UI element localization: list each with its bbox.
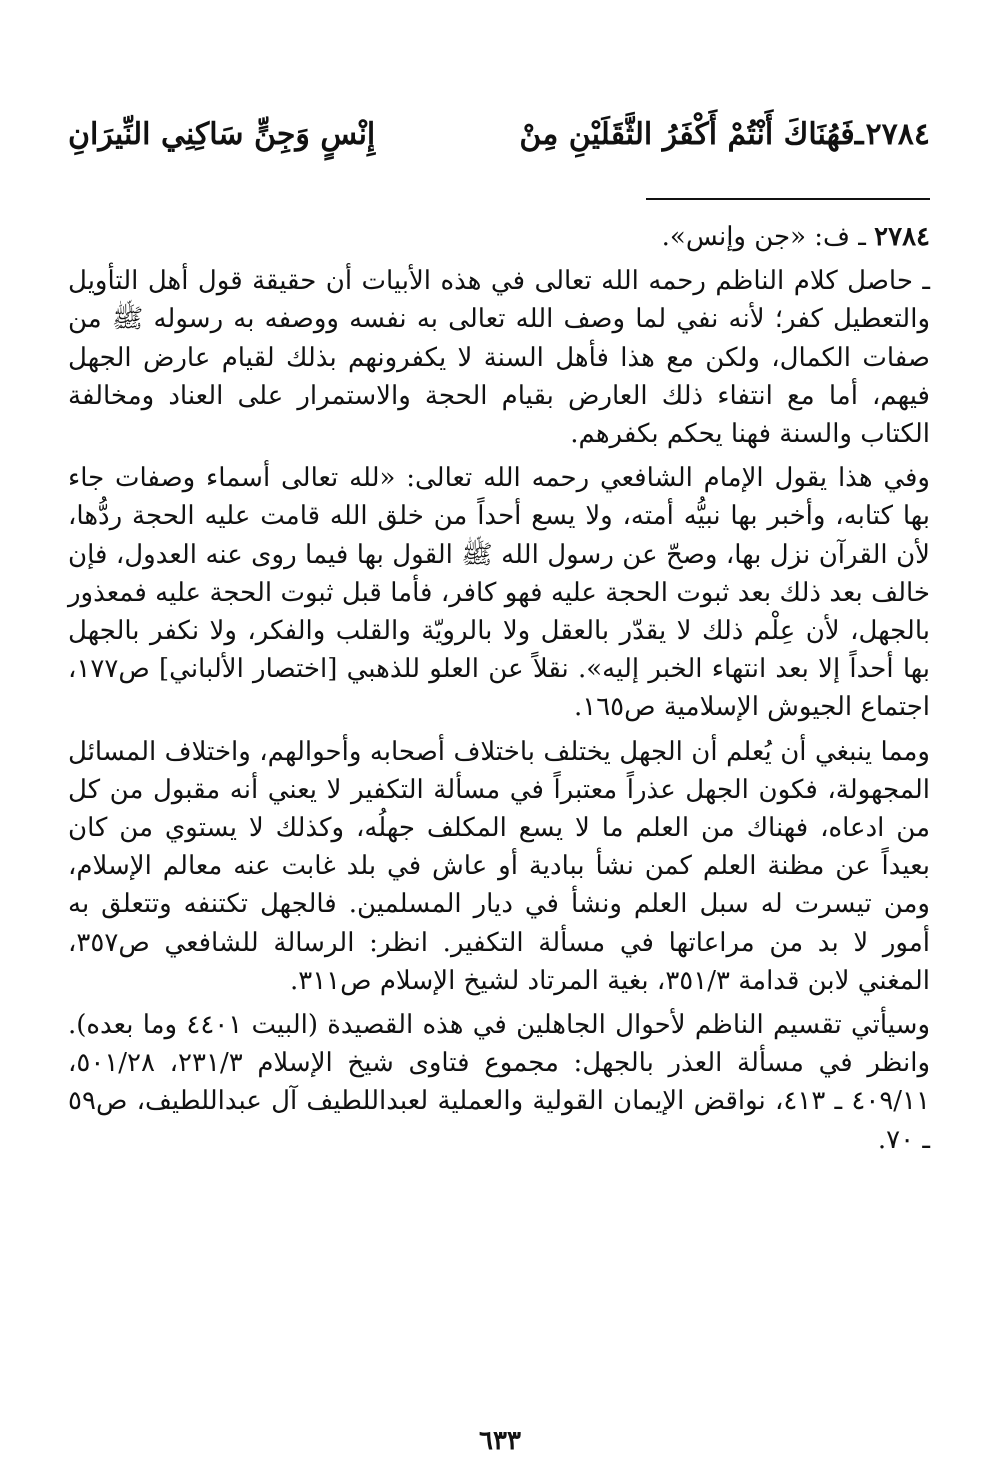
footnote-separator-rule: [646, 198, 930, 200]
footnote-paragraph: وسيأتي تقسيم الناظم لأحوال الجاهلين في هذه القصيدة (البيت ٤٤٠١ وما بعده). وانظر في مسألة العذر بالجهل: مجموع فتاوى شيخ الإسلام ٢٣١/٣، ٥٠١/٢٨، ٤٠٩/١١ ـ ٤١٣، نواقض الإيمان القولية والعملية لعبداللطيف آل عبداللطيف، ص٥٩ ـ ٧٠.: [68, 1010, 931, 1155]
verse-line: [68, 104, 930, 164]
footnote-number: ٢٧٨٤: [874, 222, 930, 252]
footnote-paragraph: وفي هذا يقول الإمام الشافعي رحمه الله تعالى: «لله تعالى أسماء وصفات جاء بها كتابه، وأخبر بها نبيُّه أمته، ولا يسع أحداً من خلق الله قامت عليه الحجة ردُّها، لأن القرآن نزل بها، وصحّ عن رسول الله ﷺ القول بها فيما روى عنه العدول، فإن خالف بعد ذلك بعد ثبوت الحجة عليه فهو كافر، فأما قبل ثبوت الحجة عليه فمعذور بالجهل، لأن عِلْم ذلك لا يقدّر بالعقل ولا بالرويّة والقلب والفكر، ولا نكفر بالجهل بها أحداً إلا بعد انتهاء الخبر إليه». نقلاً عن العلو للذهبي [اختصار الألباني] ص١٧٧، اجتماع الجيوش الإسلامية ص١٦٥.: [68, 463, 930, 723]
page-number: ٦٣٣: [479, 1426, 521, 1456]
footnote-variant-note: ـ ف: «جن وإنس».: [661, 222, 866, 252]
footnote-paragraph: ومما ينبغي أن يُعلم أن الجهل يختلف باختلاف أصحابه وأحوالهم، واختلاف المسائل المجهولة، فكون الجهل عذراً معتبراً في مسألة التكفير لا يعني أنه مقبول من كل من ادعاه، فهناك من العلم ما لا يسع المكلف جهلُه، وكذلك لا يستوي من كان بعيداً عن مظنة العلم كمن نشأ ببادية أو عاش في بلد غابت عنه معالم الإسلام، ومن تيسرت له سبل العلم ونشأ في ديار المسلمين. فالجهل تكتنفه وتتعلق به أمور لا بد من مراعاتها في مسألة التكفير. انظر: الرسالة للشافعي ص٣٥٧، المغني لابن قدامة ٣٥١/٣، بغية المرتاد لشيخ الإسلام ص٣١١.: [68, 736, 930, 996]
verse-first-hemistich: فَهُنَاكَ أَنْتُمْ أَكْفَرُ الثَّقَلَيْنِ مِنْ: [519, 116, 855, 152]
footnote-heading: [68, 218, 930, 256]
footnote-paragraph: ـ حاصل كلام الناظم رحمه الله تعالى في هذه الأبيات أن حقيقة قول أهل التأويل والتعطيل كفر؛ لأنه نفي لما وصف الله تعالى به نفسه ووصفه به رسوله ﷺ من صفات الكمال، ولكن مع هذا فأهل السنة لا يكفرونهم بذلك لقيام عارض الجهل فيهم، أما مع انتفاء ذلك العارض بقيام الحجة والاستمرار على العناد ومخالفة الكتاب والسنة فهنا يحكم بكفرهم.: [68, 266, 930, 450]
footnotes-section: [68, 218, 930, 1159]
verse-second-hemistich: إِنْسٍ وَجِنٍّ سَاكِنِي النِّيرَانِ: [68, 116, 376, 152]
verse-number: ٢٧٨٤: [865, 116, 930, 152]
verse-number-separator: ـ: [854, 116, 864, 152]
